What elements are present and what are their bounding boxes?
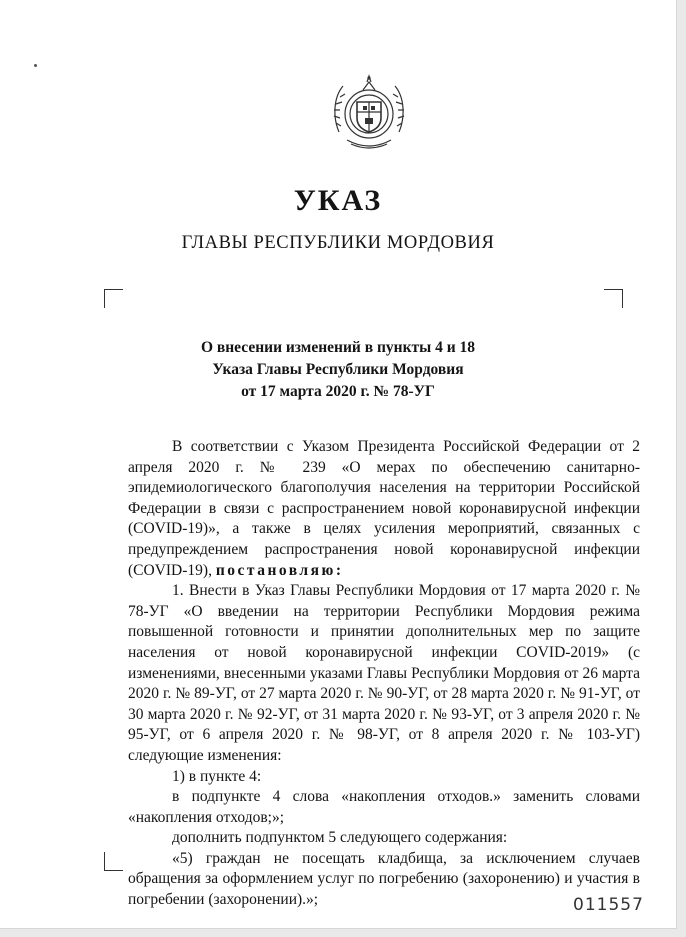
serial-number: 011557	[573, 895, 644, 915]
document-subtitle: ГЛАВЫ РЕСПУБЛИКИ МОРДОВИЯ	[181, 233, 495, 253]
document-body	[128, 437, 640, 911]
document-title: УКАЗ	[293, 184, 383, 217]
corner-mark-top-right	[604, 289, 623, 308]
heading-line: Указа Главы Республики Мордовия	[212, 361, 464, 378]
paragraph-item-1: 1. Внести в Указ Главы Республики Мордовия от 17 марта 2020 г. № 78-УГ «О введении на территории Республики Мордовия режима повышенной готовности и принятии дополнительных мер по защите населения от новой коронавирусной инфекции COVID-2019» (с изменениями, внесенными указами Главы Республики Мордовия от 26 марта 2020 г. № 89-УГ, от 27 марта 2020 г. № 90-УГ, от 28 марта 2020 г. № 91-УГ, от 30 марта 2020 г. № 92-УГ, от 31 марта 2020 г. № 93-УГ, от 3 апреля 2020 г. № 95-УГ, от 6 апреля 2020 г. № 98-УГ, от 8 апреля 2020 г. № 103-УГ) следующие изменения:	[128, 582, 640, 764]
paragraph-preamble	[128, 437, 640, 581]
heading-line: от 17 марта 2020 г. № 78-УГ	[241, 383, 435, 400]
scan-speck	[34, 64, 37, 67]
preamble-text: В соответствии с Указом Президента Российской Федерации от 2 апреля 2020 г. № 239 «О мерах по обеспечению санитарно-эпидемиологического благополучия населения на территории Российской Федерации в связи с распространением новой коронавирусной инфекции (COVID-19)», а также в целях усиления мероприятий, связанных с предупреждением распространения новой коронавирусной инфекции (COVID-19),	[128, 438, 640, 579]
coat-of-arms-emblem	[327, 70, 411, 156]
paragraph-addition: дополнить подпунктом 5 следующего содержания:	[172, 829, 508, 847]
document-heading	[0, 337, 676, 403]
corner-mark-top-left	[104, 289, 123, 308]
heading-line: О внесении изменений в пункты 4 и 18	[200, 339, 476, 356]
corner-mark-bottom-left	[104, 852, 123, 871]
paragraph-new-subitem: «5) граждан не посещать кладбища, за исключением случаев обращения за оформлением услуг по погребению (захоронению) и участия в погребении (захоронении).»;	[128, 849, 640, 909]
paragraph-amendment: в подпункте 4 слова «накопления отходов.» заменить словами «накопления отходов;»;	[128, 788, 640, 826]
decree-verb: постановляю:	[215, 561, 344, 579]
paragraph-subitem: 1) в пункте 4:	[172, 767, 262, 785]
